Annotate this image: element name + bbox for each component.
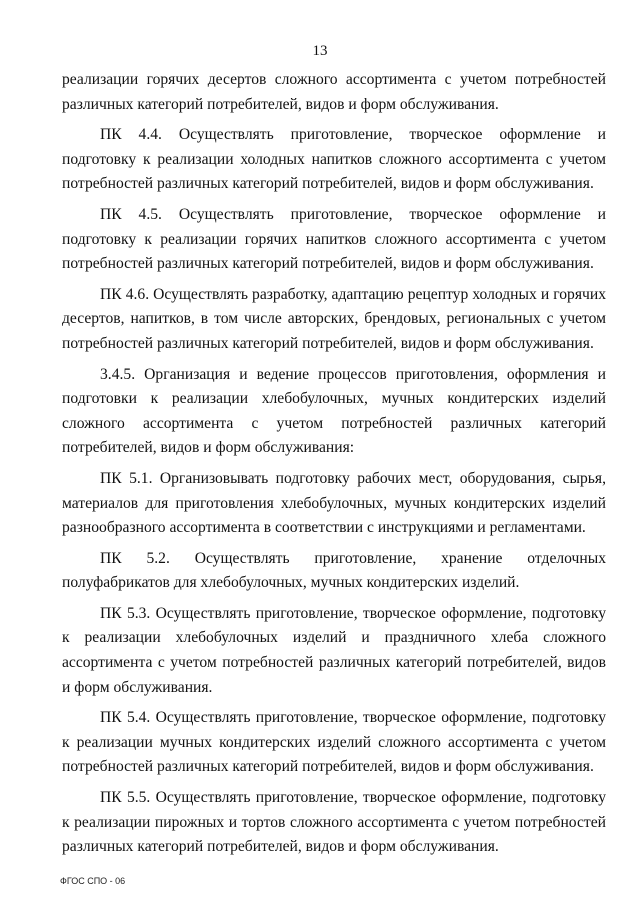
paragraph-pk-4-5: ПК 4.5. Осуществлять приготовление, творческое оформление и подготовку к реализации горячих напитков сложного ассортимента с учетом потребностей различных категорий потребителей, видов и форм обслуживания. [62,205,606,273]
paragraph-section-3-4-5: 3.4.5. Организация и ведение процессов приготовления, оформления и подготовки к реализации хлебобулочных, мучных кондитерских изделий сложного ассортимента с учетом потребностей различных категорий потребителей, видов и форм обслуживания: [62,365,606,457]
paragraph-pk-5-3: ПК 5.3. Осуществлять приготовление, творческое оформление, подготовку к реализации хлебобулочных изделий и праздничного хлеба сложного ассортимента с учетом потребностей различных категорий потребителей, видов и форм обслуживания. [62,604,606,696]
paragraph-pk-5-4: ПК 5.4. Осуществлять приготовление, творческое оформление, подготовку к реализации мучных кондитерских изделий сложного ассортимента с учетом потребностей различных категорий потребителей, видов и форм обслуживания. [62,709,606,776]
paragraph-pk-5-5: ПК 5.5. Осуществлять приготовление, творческое оформление, подготовку к реализации пирожных и тортов сложного ассортимента с учетом потребностей различных категорий потребителей, видов и форм обслуживания. [62,789,606,856]
paragraph-continuation: реализации горячих десертов сложного ассортимента с учетом потребностей различных категорий потребителей, видов и форм обслуживания. [62,71,606,113]
paragraph-pk-4-6: ПК 4.6. Осуществлять разработку, адаптацию рецептур холодных и горячих десертов, напитков, в том числе авторских, брендовых, региональных с учетом потребностей различных категорий потребителей, видов и форм обслуживания. [62,285,606,352]
paragraph-pk-5-1: ПК 5.1. Организовывать подготовку рабочих мест, оборудования, сырья, материалов для приготовления хлебобулочных, мучных кондитерских изделий разнообразного ассортимента в соответствии с инструкциями и регламентами. [62,469,606,537]
paragraph-pk-4-4: ПК 4.4. Осуществлять приготовление, творческое оформление и подготовку к реализации холодных напитков сложного ассортимента с учетом потребностей различных категорий потребителей, видов и форм обслуживания. [62,126,606,193]
footer-label: ФГОС СПО - 06 [60,876,126,886]
page-number: 13 [312,43,328,59]
paragraph-pk-5-2: ПК 5.2. Осуществлять приготовление, хранение отделочных полуфабрикатов для хлебобулочных, мучных кондитерских изделий. [62,549,606,592]
document-body [62,68,606,866]
